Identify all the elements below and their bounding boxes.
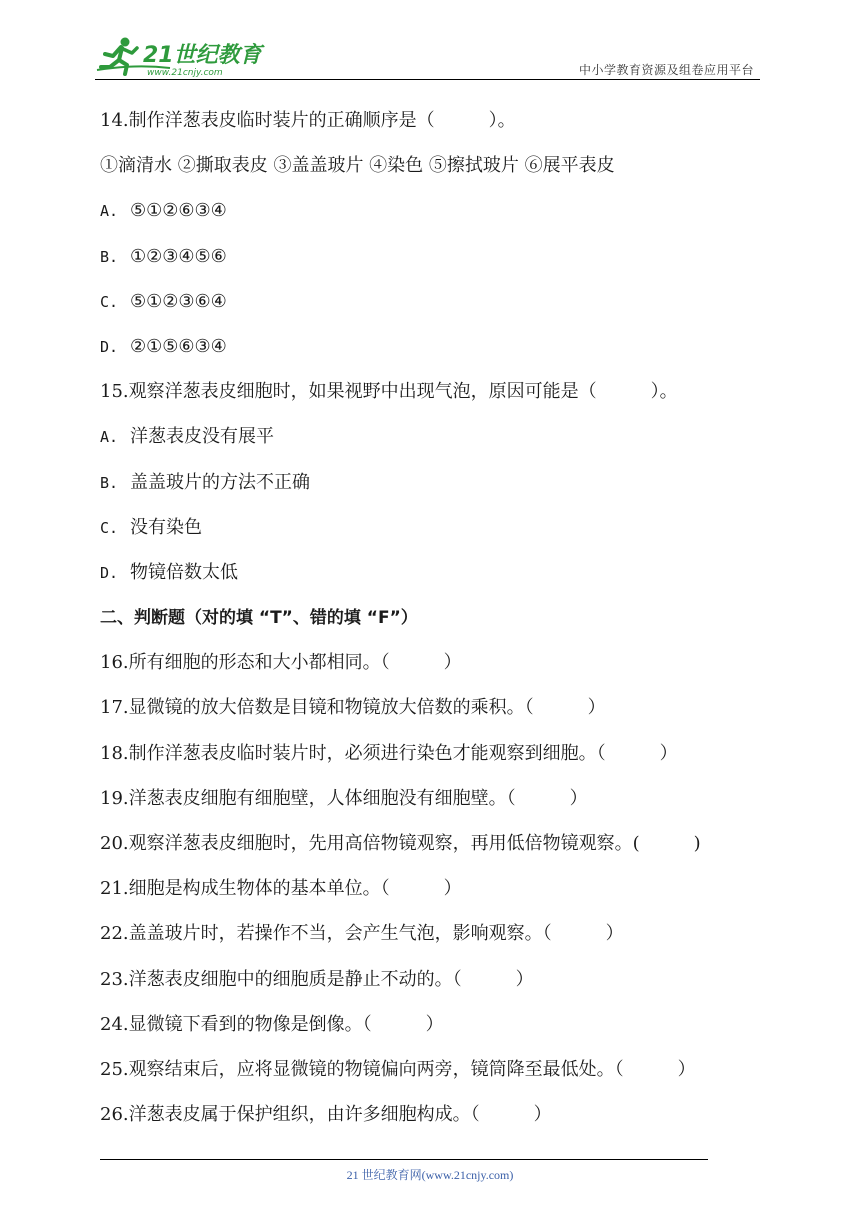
option-label: C. [100,518,119,537]
question-text: 26.洋葱表皮属于保护组织，由许多细胞构成。（ ） [100,1104,552,1126]
question-text: 15.观察洋葱表皮细胞时，如果视野中出现气泡，原因可能是（ ）。 [100,381,678,403]
answer-option [100,196,780,241]
option-text: 盖盖玻片的方法不正确 [130,471,310,493]
option-text: ①②③④⑤⑥ [130,245,227,267]
option-label: D. [100,337,119,356]
option-text: 洋葱表皮没有展平 [130,426,274,448]
question-text: 23.洋葱表皮细胞中的细胞质是静止不动的。（ ） [100,968,534,990]
question-text: 24.显微镜下看到的物像是倒像。（ ） [100,1013,444,1035]
question-text: 20.观察洋葱表皮细胞时，先用高倍物镜观察，再用低倍物镜观察。( ) [100,833,701,854]
site-logo [95,34,265,78]
option-text: ⑤①②③⑥④ [130,290,227,312]
page-header [95,30,760,80]
option-label: B. [100,473,119,492]
option-text: ⑤①②⑥③④ [130,200,227,222]
option-label: D. [100,563,119,582]
question-text: 14.制作洋葱表皮临时装片的正确顺序是（ ）。 [100,110,516,131]
question-list [100,106,780,1145]
answer-option [100,242,780,287]
question-text: 21.细胞是构成生物体的基本单位。（ ） [100,878,462,900]
question-text: ①滴清水 ②撕取表皮 ③盖盖玻片 ④染色 ⑤擦拭玻片 ⑥展平表皮 [100,155,615,177]
section-heading: 二、判断题（对的填 “T”、错的填 “F”） [100,608,418,629]
option-text: 没有染色 [130,516,202,538]
question-text: 22.盖盖玻片时，若操作不当，会产生气泡，影响观察。（ ） [100,923,624,945]
answer-option [100,287,780,332]
header-divider [95,79,760,80]
answer-option [100,332,780,377]
option-label: C. [100,292,119,311]
answer-option [100,422,780,467]
svg-text:www.21cnjy.com: www.21cnjy.com [147,68,223,78]
question-text: 16.所有细胞的形态和大小都相同。（ ） [100,652,462,674]
option-text: ②①⑤⑥③④ [130,335,227,357]
option-label: B. [100,247,119,266]
footer-text: 21 世纪教育网(www.21cnjy.com) [346,1168,514,1182]
question-text: 18.制作洋葱表皮临时装片时，必须进行染色才能观察到细胞。（ ） [100,742,678,764]
answer-option [100,558,780,603]
question-text: 17.显微镜的放大倍数是目镜和物镜放大倍数的乘积。（ ） [100,697,606,719]
option-label: A. [100,202,119,221]
footer-divider [100,1159,708,1160]
svg-text:21世纪教育: 21世纪教育 [143,43,262,68]
option-label: A. [100,428,119,447]
runner-logo-icon [95,34,265,78]
question-text: 25.观察结束后，应将显微镜的物镜偏向两旁，镜筒降至最低处。（ ） [100,1058,696,1080]
answer-option [100,513,780,558]
answer-option [100,468,780,513]
header-slogan: 中小学教育资源及组卷应用平台 [578,63,754,77]
option-text: 物镜倍数太低 [130,561,238,583]
question-text: 19.洋葱表皮细胞有细胞壁，人体细胞没有细胞壁。（ ） [100,787,588,809]
